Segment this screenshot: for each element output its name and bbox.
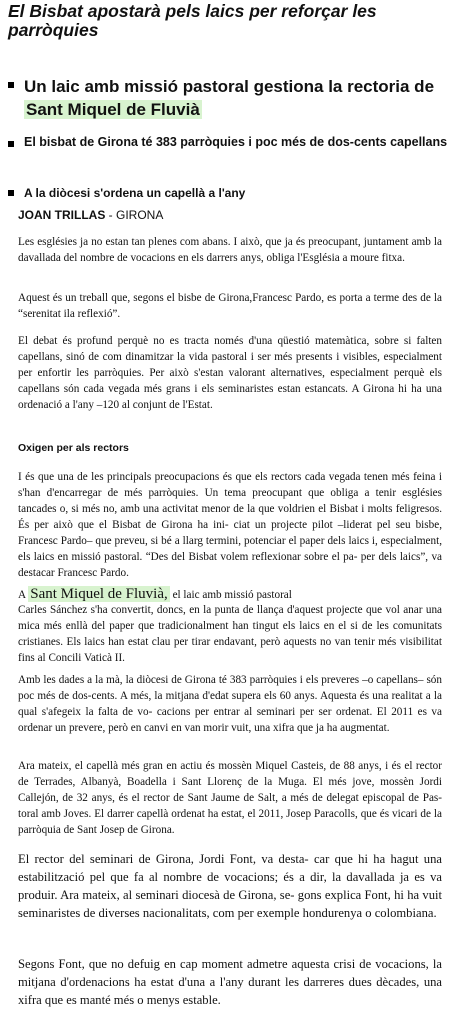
paragraph-3: El debat és profund perquè no es tracta només d'una qüestió matemàtica, sobre si falten capellans, sinó de com dinamitzar la vida pastoral i ser més presents i visibles, especialment per enfortir les parròquies. Per això s'estan valorant alternatives, especialment perquè els capellans són cada vegada més grans i els seminaristes estan estancats. A Girona hi ha una ordenació a l'any –120 al conjunt de l'Estat. <box>18 335 442 411</box>
square-bullet-icon <box>8 141 14 147</box>
article-title: El Bisbat apostarà pels laics per reforçar les parròquies <box>8 1 377 40</box>
paragraph-4: I és que una de les principals preocupacions és que els rectors cada vegada tenen més feina i s'han d'encarregar de més parròquies. Un tema preocupant que obliga a tenir esglésies tancades o, si més no, amb una activitat menor de la que voldrien el Bisbat i molts feligresos. És per això que el Bisbat de Girona ha ini- ciat un projecte pilot –liderat pel seu bisbe, Francesc Pardo– que preveu, si bé a llarg termini, potenciar el paper dels laics i, especialment, els laics en missió pastoral. “Des del Bisbat volem reflexionar sobre el pa- per dels laics”, va destacar Francesc Pardo. <box>18 471 442 579</box>
byline <box>18 208 163 223</box>
paragraph-8: El rector del seminari de Girona, Jordi Font, va desta- car que hi ha hagut una estabilització pel que fa al nombre de vocacions; és a dir, la davallada ja es va produir. Ara mateix, al seminari diocesà de Girona, se- gons explica Font, hi ha vuit seminaristes de diverses nacionalitats, com per exemple hondurenya o colombiana. <box>18 852 442 920</box>
headline-1-pre: Un laic amb missió pastoral gestiona la rectoria de <box>24 77 435 96</box>
byline-place: - GIRONA <box>105 208 164 222</box>
headline-bullet-2 <box>8 134 456 151</box>
section-subheading: Oxigen per als rectors <box>18 442 129 454</box>
square-bullet-icon <box>8 82 14 88</box>
headline-bullet-3 <box>8 186 456 201</box>
headline-bullet-1 <box>8 75 456 121</box>
paragraph-5-post: el laic amb missió pastoral <box>169 589 292 601</box>
paragraph-2: Aquest és un treball que, segons el bisbe de Girona,Francesc Pardo, es porta a terme des de la “serenitat ila reflexió”. <box>18 292 442 320</box>
highlighted-place-name: Sant Miquel de Fluvià <box>26 100 200 119</box>
paragraph-7: Ara mateix, el capellà més gran en actiu és mossèn Miquel Casteis, de 88 anys, i és el rector de Terrades, Albanyà, Boadella i Sant Llorenç de la Muga. El més jove, mossèn Jordi Callejón, de 32 anys, és el rector de Sant Jaume de Salt, a més de delegat episcopal de Pas- toral amb Joves. El darrer capellà ordenat ha estat, el 2011, Josep Paracolls, que és vicari de la parròquia de Sant Josep de Girona. <box>18 760 442 836</box>
author-name: JOAN TRILLAS <box>18 208 106 222</box>
highlighted-place-name-inline: Sant Miquel de Fluvià, <box>30 586 168 602</box>
paragraph-5-lead <box>18 586 442 603</box>
headline-1-text <box>24 75 456 121</box>
paragraph-1: Les esglésies ja no estan tan plenes com abans. I això, que ja és preocupant, juntament amb la davallada del nombre de vocacions en els darrers anys, obliga l'Església a moure fitxa. <box>18 236 442 264</box>
paragraph-6: Amb les dades a la mà, la diòcesi de Girona té 383 parròquies i els preveres –o capellans– són poc més de dos-cents. A més, la mitjana d'edat supera els 60 anys. Aquesta és una realitat a la qual s'afegeix la falta de vo- cacions per entrar al seminari per ser ordenat. El 2011 es va ordenar un prevere, però en canvi en van morir vuit, una xifra que ja ha augmentat. <box>18 674 442 734</box>
square-bullet-icon <box>8 190 14 196</box>
headline-3-text: A la diòcesi s'ordena un capellà a l'any <box>24 186 246 200</box>
headline-2-text: El bisbat de Girona té 383 parròquies i poc més de dos-cents capellans <box>24 135 448 149</box>
paragraph-9: Segons Font, que no defuig en cap moment admetre aquesta crisi de vocacions, la mitjana d'ordenacions ha estat d'una a l'any durant les darreres dues dècades, una xifra que es manté més o menys estable. <box>18 957 442 1007</box>
paragraph-5-pre: A <box>18 589 29 601</box>
paragraph-5: Carles Sánchez s'ha convertit, doncs, en la punta de llança d'aquest projecte que vol anar una mica més enllà del paper que tradicionalment han tingut els laics en el si de les comunitats cristianes. Els laics han estat clau per tirar endavant, però aquests no van tenir més visibilitat fins al Concili Vaticà II. <box>18 604 442 664</box>
